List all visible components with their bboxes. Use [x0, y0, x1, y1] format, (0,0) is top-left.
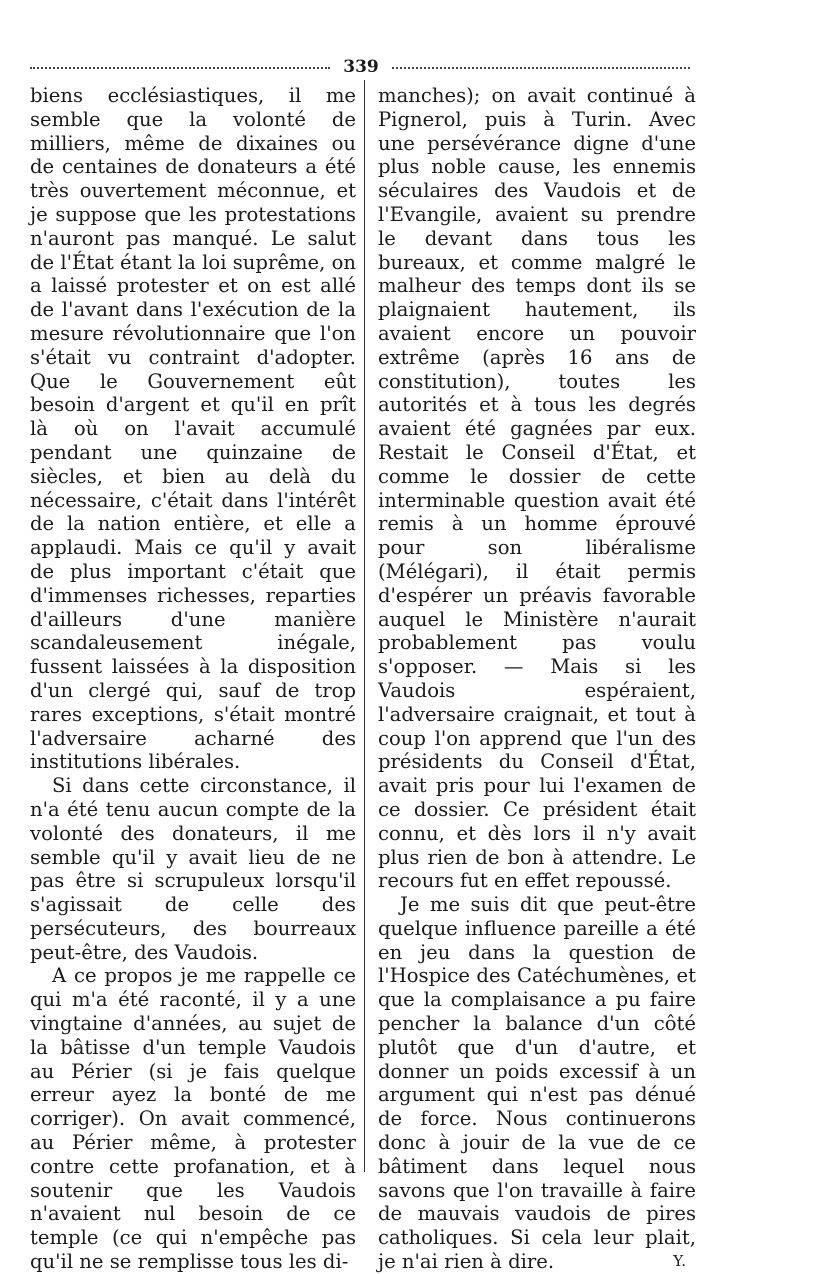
- column-divider: [364, 80, 365, 1172]
- author-signature: Y.: [673, 1252, 686, 1271]
- header-rule-left: [30, 67, 330, 69]
- left-column: [30, 84, 356, 1274]
- paragraph: A ce propos je me rappelle ce qui m'a été raconté, il y a une vingtaine d'années, au sujet de la bâtisse d'un temple Vaudois au Périer (si je fais quelque erreur ayez la bonté de me corriger). On avait commencé, au Périer même, à protester contre cette profanation, et à soutenir que les Vaudois n'avaient nul besoin de ce temple (ce qui n'empêche pas qu'il ne se remplisse tous les di-: [30, 964, 356, 1274]
- signature-line: [378, 1250, 696, 1274]
- right-column: [378, 84, 696, 1274]
- paragraph: Si dans cette circonstance, il n'a été tenu aucun compte de la volonté des donateurs, il me semble qu'il y avait lieu de ne pas être si scrupuleux lorsqu'il s'agissait de celle des persécuteurs, des bourreaux peut-être, des Vaudois.: [30, 774, 356, 964]
- page-number: 339: [343, 57, 379, 77]
- header-rule-right: [392, 67, 690, 69]
- paragraph: biens ecclésiastiques, il me semble que la volonté de milliers, même de dixaines ou de centaines de donateurs a été très ouvertement méconnue, et je suppose que les protestations n'auront pas manqué. Le salut de l'État étant la loi suprême, on a laissé protester et on est allé de l'avant dans l'exécution de la mesure révolutionnaire que l'on s'était vu contraint d'adopter. Que le Gouvernement eût besoin d'argent et qu'il en prît là où on l'avait accumulé pendant une quinzaine de siècles, et bien au delà du nécessaire, c'était dans l'intérêt de la nation entière, et elle a applaudi. Mais ce qu'il y avait de plus important c'était que d'immenses richesses, reparties d'ailleurs d'une manière scandaleusement inégale, fussent laissées à la disposition d'un clergé qui, sauf de trop rares exceptions, s'était montré l'adversaire acharné des institutions libérales.: [30, 84, 356, 774]
- paragraph: Je me suis dit que peut-être quelque influence pareille a été en jeu dans la question de l'Hospice des Catéchumènes, et que la complaisance a pu faire pencher la balance d'un côté plutôt que d'un d'autre, et donner un poids excessif à un argument qui n'est pas dénué de force. Nous continuerons donc à jouir de la vue de ce bâtiment dans lequel nous savons que l'on travaille à faire de mauvais vaudois de pires catholiques. Si cela leur plait, je n'ai rien à dire.: [378, 893, 696, 1274]
- page-header: [30, 58, 690, 76]
- paragraph: manches); on avait continué à Pignerol, puis à Turin. Avec une persévérance digne d'une plus noble cause, les ennemis séculaires des Vaudois et de l'Evangile, avaient su prendre le devant dans tous les bureaux, et comme malgré le malheur des temps dont ils se plaignaient hautement, ils avaient encore un pouvoir extrême (après 16 ans de constitution), toutes les autorités et à tous les degrés avaient été gagnées par eux. Restait le Conseil d'État, et comme le dossier de cette interminable question avait été remis à un homme éprouvé pour son libéralisme (Mélégari), il était permis d'espérer un préavis favorable auquel le Ministère n'aurait probablement pas voulu s'opposer. — Mais si les Vaudois espéraient, l'adversaire craignait, et tout à coup l'on apprend que l'un des présidents du Conseil d'État, avait pris pour lui l'examen de ce dossier. Ce président était connu, et dès lors il n'y avait plus rien de bon à attendre. Le recours fut en effet repoussé.: [378, 84, 696, 893]
